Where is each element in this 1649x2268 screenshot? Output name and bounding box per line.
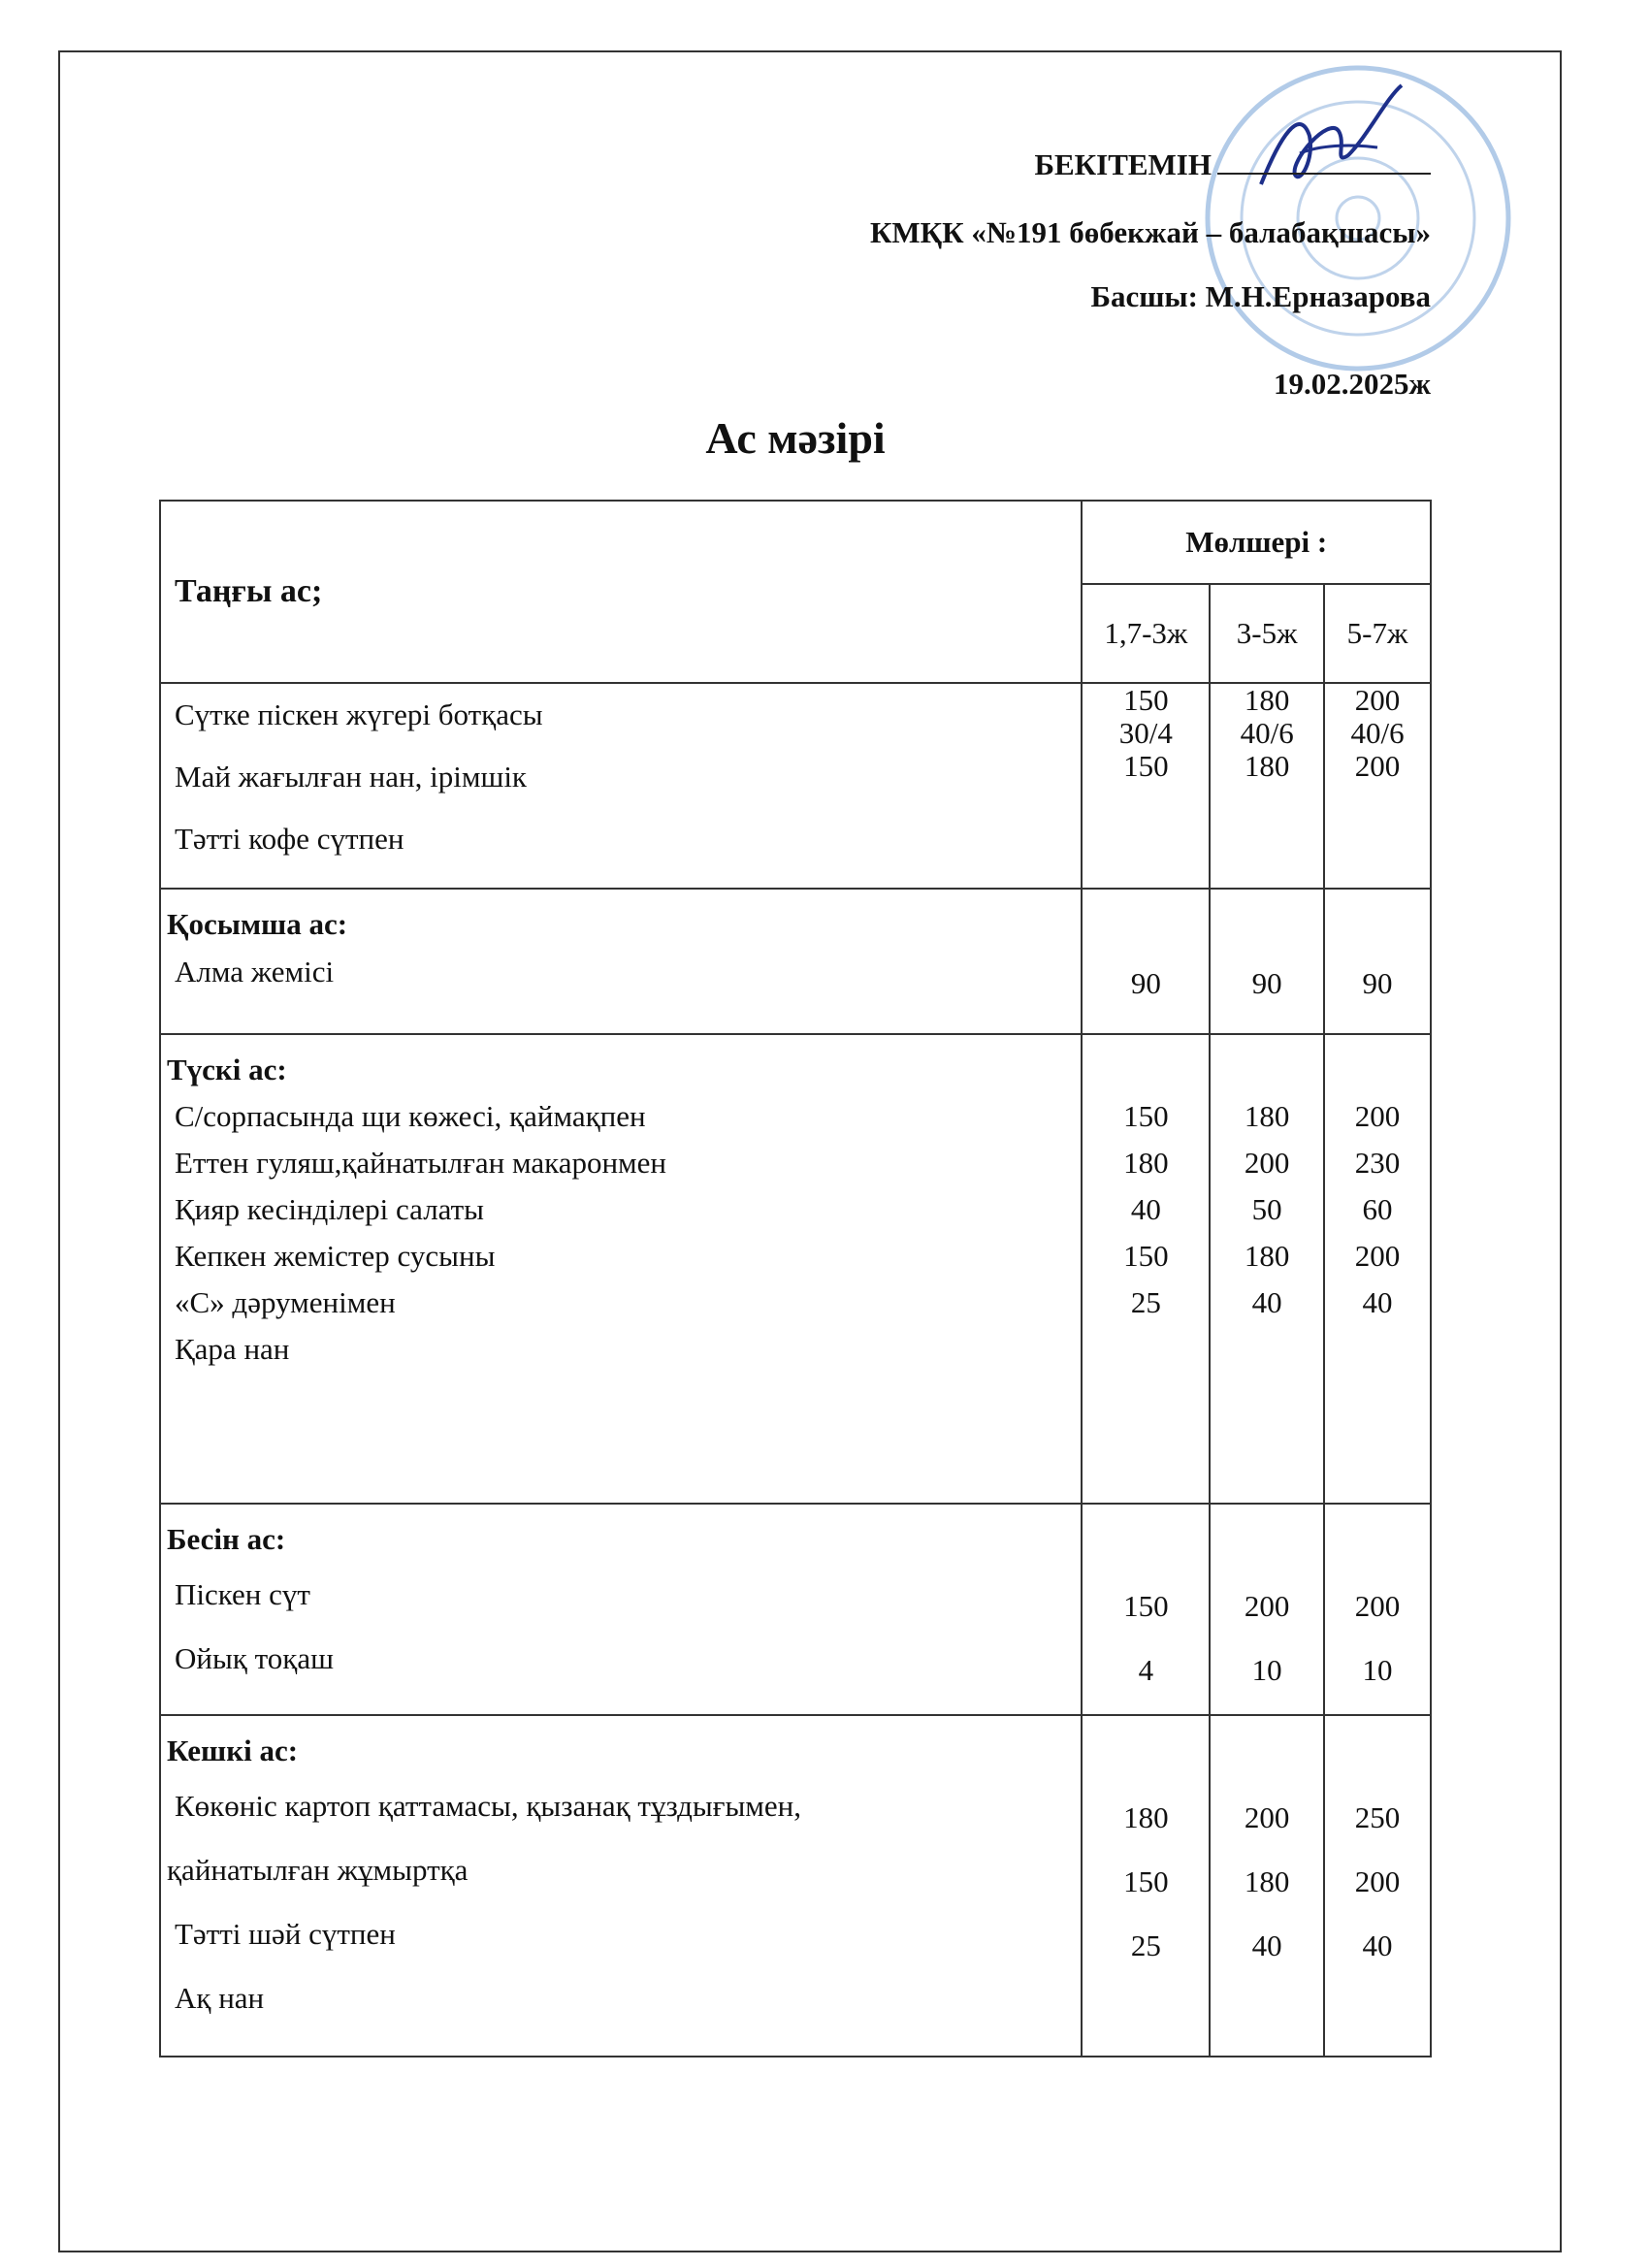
- lunch-section: [160, 1034, 1431, 1504]
- breakfast-header: Таңғы ас;: [160, 501, 1082, 683]
- dinner-items: [160, 1715, 1082, 2057]
- snack-col-3: [1324, 889, 1431, 1034]
- age-group-2: 3-5ж: [1210, 584, 1324, 683]
- value-cell: 180: [1123, 1146, 1169, 1180]
- dinner-section: [160, 1715, 1431, 2057]
- age-group-3: 5-7ж: [1324, 584, 1431, 683]
- list-item: Сүтке піскен жүгері ботқасы: [175, 697, 543, 731]
- value-cell: 180: [1123, 1800, 1169, 1834]
- list-item: Көкөніс картоп қаттамасы, қызанақ тұздығымен,: [175, 1789, 802, 1823]
- value-cell: 10: [1251, 1653, 1282, 1687]
- breakfast-items: [160, 683, 1082, 889]
- value-cell: 200: [1244, 1589, 1290, 1623]
- snack-col-2: [1210, 889, 1324, 1034]
- value-cell: 250: [1354, 1800, 1401, 1834]
- list-item: Тәтті шәй сүтпен: [175, 1917, 396, 1951]
- approve-line: [1034, 146, 1431, 182]
- value-cell: 200: [1354, 1589, 1401, 1623]
- organization-name: КМҚК «№191 бөбекжай – балабақшасы»: [869, 215, 1431, 249]
- value-cell: 30/4: [1118, 716, 1173, 750]
- value-cell: 150: [1123, 683, 1169, 717]
- value-cell: 150: [1123, 749, 1169, 783]
- afternoon-col-1: [1082, 1504, 1210, 1715]
- value-cell: 200: [1354, 1239, 1401, 1273]
- list-item: Піскен сүт: [175, 1577, 310, 1611]
- value-cell: 40: [1130, 1192, 1161, 1226]
- value-cell: 200: [1244, 1146, 1290, 1180]
- age-group-1: 1,7-3ж: [1082, 584, 1210, 683]
- value-cell: 60: [1362, 1192, 1393, 1226]
- lunch-col-2: [1210, 1034, 1324, 1504]
- value-cell: 40/6: [1240, 716, 1294, 750]
- afternoon-col-2: [1210, 1504, 1324, 1715]
- value-cell: 40: [1251, 1928, 1282, 1962]
- page-title: Ас мәзірі: [705, 413, 886, 463]
- list-item: С/сорпасында щи көжесі, қаймақпен: [175, 1099, 646, 1133]
- list-item: қайнатылған жұмыртқа: [167, 1853, 469, 1887]
- list-item: Ақ нан: [175, 1981, 265, 2015]
- value-cell: 50: [1251, 1192, 1282, 1226]
- value-cell: 90: [1251, 966, 1282, 1000]
- lunch-col-1: [1082, 1034, 1210, 1504]
- snack-items: [160, 889, 1082, 1034]
- value-cell: 25: [1130, 1928, 1161, 1962]
- value-cell: 4: [1138, 1653, 1154, 1687]
- value-cell: 150: [1123, 1864, 1169, 1898]
- value-cell: 230: [1354, 1146, 1401, 1180]
- value-cell: 40: [1251, 1285, 1282, 1319]
- menu-table: [159, 500, 1432, 2057]
- breakfast-section: [160, 683, 1431, 889]
- value-cell: 180: [1244, 749, 1290, 783]
- value-cell: 200: [1244, 1800, 1290, 1834]
- value-cell: 180: [1244, 1099, 1290, 1133]
- list-item: Еттен гуляш,қайнатылған макаронмен: [175, 1146, 667, 1180]
- value-cell: 90: [1130, 966, 1161, 1000]
- breakfast-col-2: [1210, 683, 1324, 889]
- value-cell: 150: [1123, 1589, 1169, 1623]
- lunch-items: [160, 1034, 1082, 1504]
- snack-title: Қосымша ас:: [167, 907, 348, 941]
- dinner-col-1: [1082, 1715, 1210, 2057]
- breakfast-col-1: [1082, 683, 1210, 889]
- value-cell: 40: [1362, 1285, 1393, 1319]
- dinner-col-2: [1210, 1715, 1324, 2057]
- quantity-header: Мөлшері :: [1082, 501, 1431, 584]
- snack-col-1: [1082, 889, 1210, 1034]
- value-cell: 180: [1244, 683, 1290, 717]
- value-cell: 25: [1130, 1285, 1161, 1319]
- value-cell: 40/6: [1350, 716, 1405, 750]
- afternoon-section: [160, 1504, 1431, 1715]
- value-cell: 200: [1354, 1864, 1401, 1898]
- approval-date: 19.02.2025ж: [1274, 367, 1431, 401]
- lunch-col-3: [1324, 1034, 1431, 1504]
- afternoon-title: Бесін ас:: [167, 1522, 286, 1556]
- list-item: «С» дәруменімен: [175, 1285, 396, 1319]
- value-cell: 180: [1244, 1864, 1290, 1898]
- approve-label: БЕКІТЕМІН: [1034, 147, 1212, 181]
- value-cell: 150: [1123, 1099, 1169, 1133]
- list-item: Қияр кесінділері салаты: [175, 1192, 485, 1226]
- value-cell: 200: [1354, 1099, 1401, 1133]
- list-item: Кепкен жемістер сусыны: [175, 1239, 496, 1273]
- dinner-title: Кешкі ас:: [167, 1733, 299, 1767]
- value-cell: 40: [1362, 1928, 1393, 1962]
- signature-line: [1217, 146, 1431, 175]
- value-cell: 90: [1362, 966, 1393, 1000]
- dinner-col-3: [1324, 1715, 1431, 2057]
- list-item: Тәтті кофе сүтпен: [175, 822, 404, 856]
- value-cell: 10: [1362, 1653, 1393, 1687]
- breakfast-col-3: [1324, 683, 1431, 889]
- value-cell: 200: [1354, 683, 1401, 717]
- list-item: Май жағылған нан, ірімшік: [175, 760, 527, 794]
- head-name: Басшы: М.Н.Ерназарова: [1090, 279, 1431, 313]
- value-cell: 180: [1244, 1239, 1290, 1273]
- value-cell: 200: [1354, 749, 1401, 783]
- snack-section: [160, 889, 1431, 1034]
- header-row: [160, 501, 1431, 584]
- afternoon-items: [160, 1504, 1082, 1715]
- value-cell: 150: [1123, 1239, 1169, 1273]
- list-item: Ойық тоқаш: [175, 1641, 334, 1675]
- list-item: Алма жемісі: [175, 955, 335, 988]
- lunch-title: Түскі ас:: [167, 1053, 287, 1086]
- list-item: Қара нан: [175, 1332, 290, 1366]
- afternoon-col-3: [1324, 1504, 1431, 1715]
